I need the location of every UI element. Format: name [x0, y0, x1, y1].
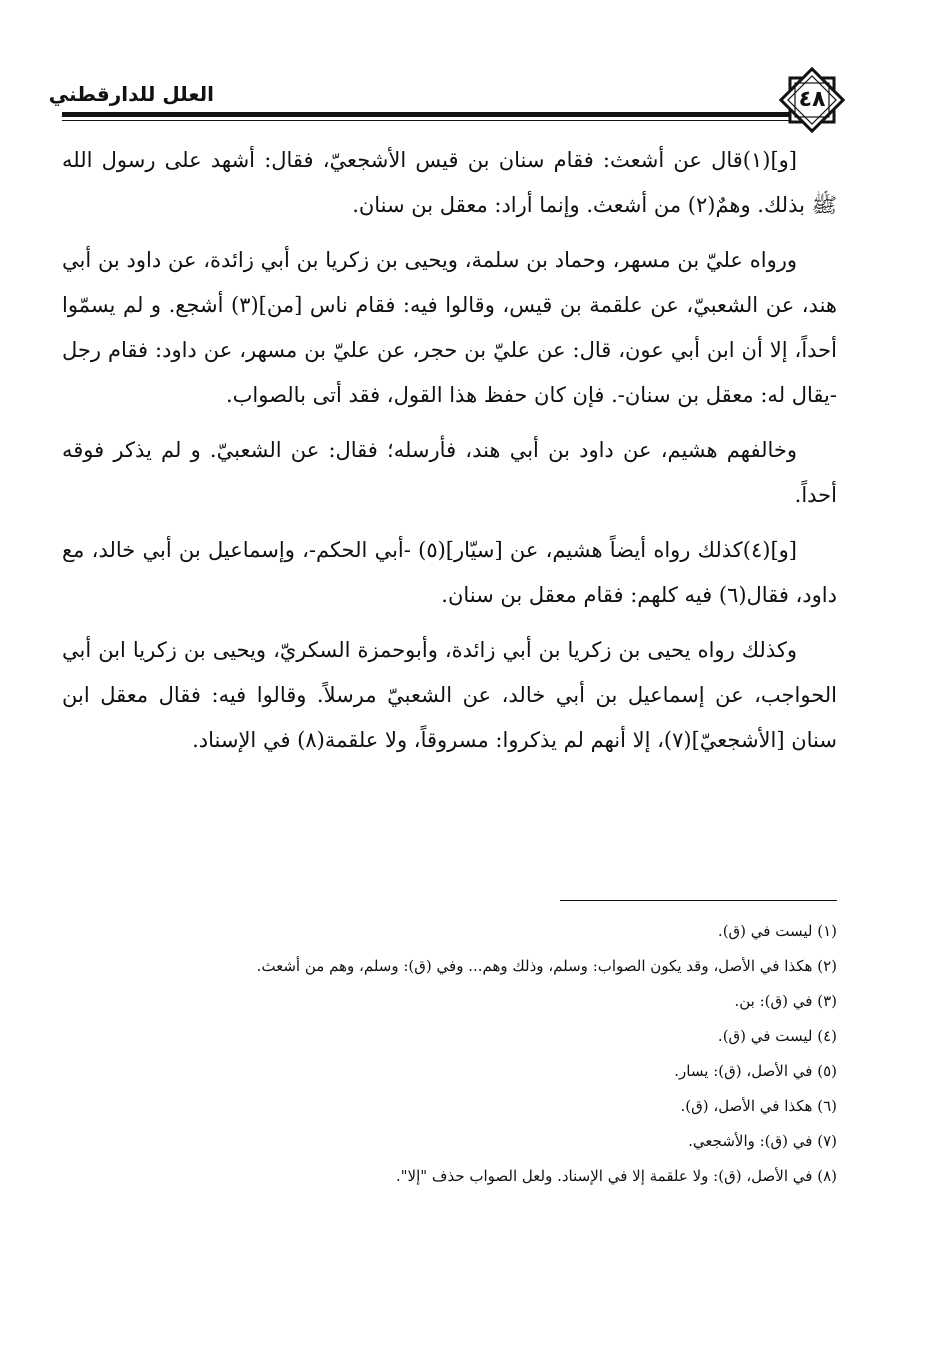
main-text	[62, 138, 837, 773]
paragraph: ورواه عليّ بن مسهر، وحماد بن سلمة، ويحيى بن زكريا بن أبي زائدة، عن داود بن أبي هند، عن الشعبيّ، عن علقمة بن قيس، وقالوا فيه: فقام ناس [من](٣) أشجع. و لم يسمّوا أحداً، إلا أن ابن أبي عون، قال: عن عليّ بن حجر، عن عليّ بن مسهر، عن داود: فقام رجل -يقال له: معقل بن سنان-. فإن كان حفظ هذا القول، فقد أتى بالصواب.	[62, 248, 837, 407]
footnote-separator	[560, 900, 837, 901]
footnote: (٢) هكذا في الأصل، وقد يكون الصواب: وسلم، وذلك وهم... وفي (ق): وسلم، وهم من أشعث.	[256, 957, 837, 975]
footnote: (٦) هكذا في الأصل، (ق).	[680, 1097, 837, 1115]
footnote: (٧) في (ق): والأشجعي.	[688, 1132, 837, 1150]
page-number-badge	[776, 64, 848, 136]
paragraph: [و](٤)كذلك رواه أيضاً هشيم، عن [سيّار](٥) -أبي الحكم-، وإسماعيل بن أبي خالد، مع داود، فقال(٦) فيه كلهم: فقام معقل بن سنان.	[62, 538, 837, 607]
footnote: (٣) في (ق): بن.	[734, 992, 837, 1010]
header-rule-thick	[62, 112, 811, 117]
page-number: ٤٨	[798, 87, 826, 112]
footnotes	[150, 914, 837, 1194]
footnote: (٥) في الأصل، (ق): يسار.	[674, 1062, 837, 1080]
paragraph: وكذلك رواه يحيى بن زكريا بن أبي زائدة، وأبوحمزة السكريّ، ويحيى بن زكريا ابن أبي الحواجب، عن إسماعيل بن أبي خالد، عن الشعبيّ مرسلاً. وقالوا فيه: فقال معقل ابن سنان [الأشجعيّ](٧)، إلا أنهم لم يذكروا: مسروقاً، ولا علقمة(٨) في الإسناد.	[62, 638, 837, 752]
paragraph: وخالفهم هشيم، عن داود بن أبي هند، فأرسله؛ فقال: عن الشعبيّ. و لم يذكر فوقه أحداً.	[62, 438, 837, 507]
footnote: (٤) ليست في (ق).	[717, 1027, 837, 1045]
footnote: (٨) في الأصل، (ق): ولا علقمة إلا في الإسناد. ولعل الصواب حذف "إلا".	[395, 1167, 837, 1185]
paragraph: [و](١)قال عن أشعث: فقام سنان بن قيس الأشجعيّ، فقال: أشهد على رسول الله ﷺ بذلك. وهمٌ(٢) من أشعث. وإنما أراد: معقل بن سنان.	[62, 148, 837, 217]
header-rule-thin	[62, 120, 811, 121]
running-header-title: العلل للدارقطني	[48, 82, 214, 106]
footnote: (١) ليست في (ق).	[717, 922, 837, 940]
